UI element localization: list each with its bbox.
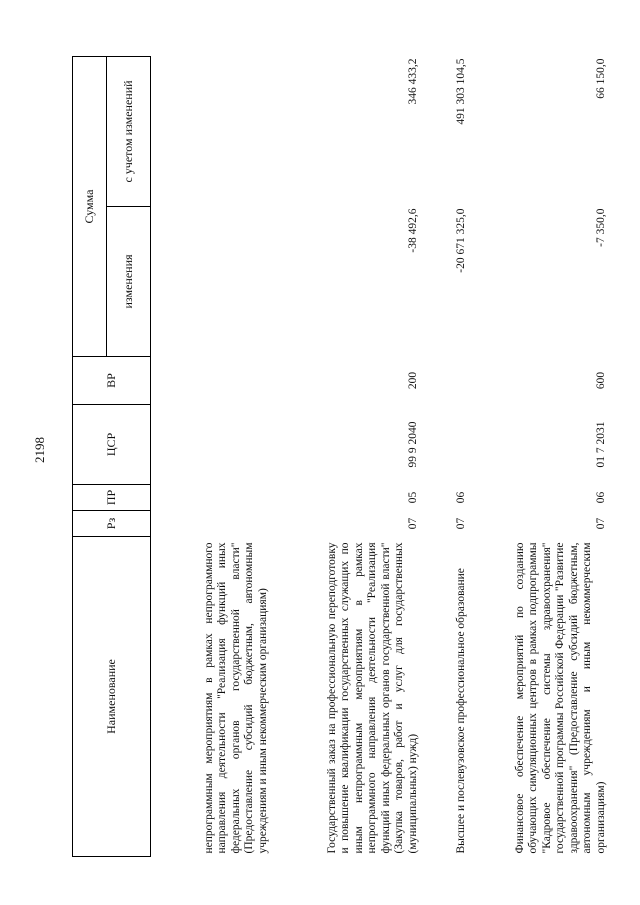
row-change: -38 492,6 bbox=[406, 208, 419, 253]
budget-table bbox=[72, 56, 611, 857]
row-rz: 07 bbox=[594, 517, 607, 530]
row-pr: 05 bbox=[406, 491, 419, 504]
row-total: 491 303 104,5 bbox=[454, 58, 467, 125]
row-name: непрограммным мероприятиям в рамках непрограммного направления деятельности "Реализация функций иных федеральных органов государственной власти" (Предоставление субсидий бюджетным, автономным учреждениям и иным некоммерческим организациям) bbox=[202, 542, 269, 854]
row-total bbox=[151, 56, 273, 206]
row-name: Финансовое обеспечение мероприятий по созданию обучающих симуляционных центров в рамках подпрограммы "Кадровое обеспечение системы здравоохранения" государственной программы Российской Федерации "Развитие здравоохранения" (Предоставление субсидий бюджетным, автономным учреждениям и иным некоммерческим организациям) bbox=[513, 542, 607, 854]
header-csr: ЦСР bbox=[73, 405, 151, 485]
row-change bbox=[151, 207, 273, 357]
row-change: -7 350,0 bbox=[594, 208, 607, 247]
row-csr bbox=[151, 405, 273, 485]
row-pr bbox=[151, 485, 273, 511]
row-vr: 600 bbox=[594, 371, 607, 390]
table-row bbox=[423, 56, 471, 856]
row-vr bbox=[423, 357, 471, 405]
header-rz: Рз bbox=[73, 511, 151, 537]
row-csr bbox=[423, 405, 471, 485]
row-rz bbox=[151, 511, 273, 537]
table-row bbox=[471, 56, 611, 856]
header-with-change: с учетом изменений bbox=[107, 56, 151, 206]
header-name: Наименование bbox=[73, 537, 151, 857]
header-change: изменения bbox=[107, 207, 151, 357]
row-pr: 06 bbox=[594, 491, 607, 504]
header-pr: ПР bbox=[73, 485, 151, 511]
row-change: -20 671 325,0 bbox=[454, 208, 467, 273]
row-rz: 07 bbox=[454, 517, 467, 530]
row-name: Государственный заказ на профессиональную переподготовку и повышение квалификации государственных служащих по иным непрограммным мероприятиям в рамках непрограммного направления деятельности "Реализация функций иных федеральных органов государственной власти" (Закупка товаров, работ и услуг для государственных (муниципальных) нужд) bbox=[325, 542, 419, 854]
page-number: 2198 bbox=[32, 437, 47, 463]
row-pr: 06 bbox=[454, 491, 467, 504]
rotated-table-container bbox=[72, 57, 612, 857]
row-total: 66 150,0 bbox=[594, 58, 607, 99]
row-vr bbox=[151, 357, 273, 405]
row-vr: 200 bbox=[406, 371, 419, 390]
row-rz: 07 bbox=[406, 517, 419, 530]
table-row bbox=[151, 56, 273, 856]
header-vr: ВР bbox=[73, 357, 151, 405]
row-csr: 01 7 2031 bbox=[594, 421, 607, 468]
row-name: Высшее и послевузовское профессиональное образование bbox=[454, 568, 467, 854]
row-csr: 99 9 2040 bbox=[406, 421, 419, 468]
header-sum: Сумма bbox=[73, 56, 107, 356]
table-row bbox=[273, 56, 423, 856]
row-total: 346 433,2 bbox=[406, 58, 419, 105]
